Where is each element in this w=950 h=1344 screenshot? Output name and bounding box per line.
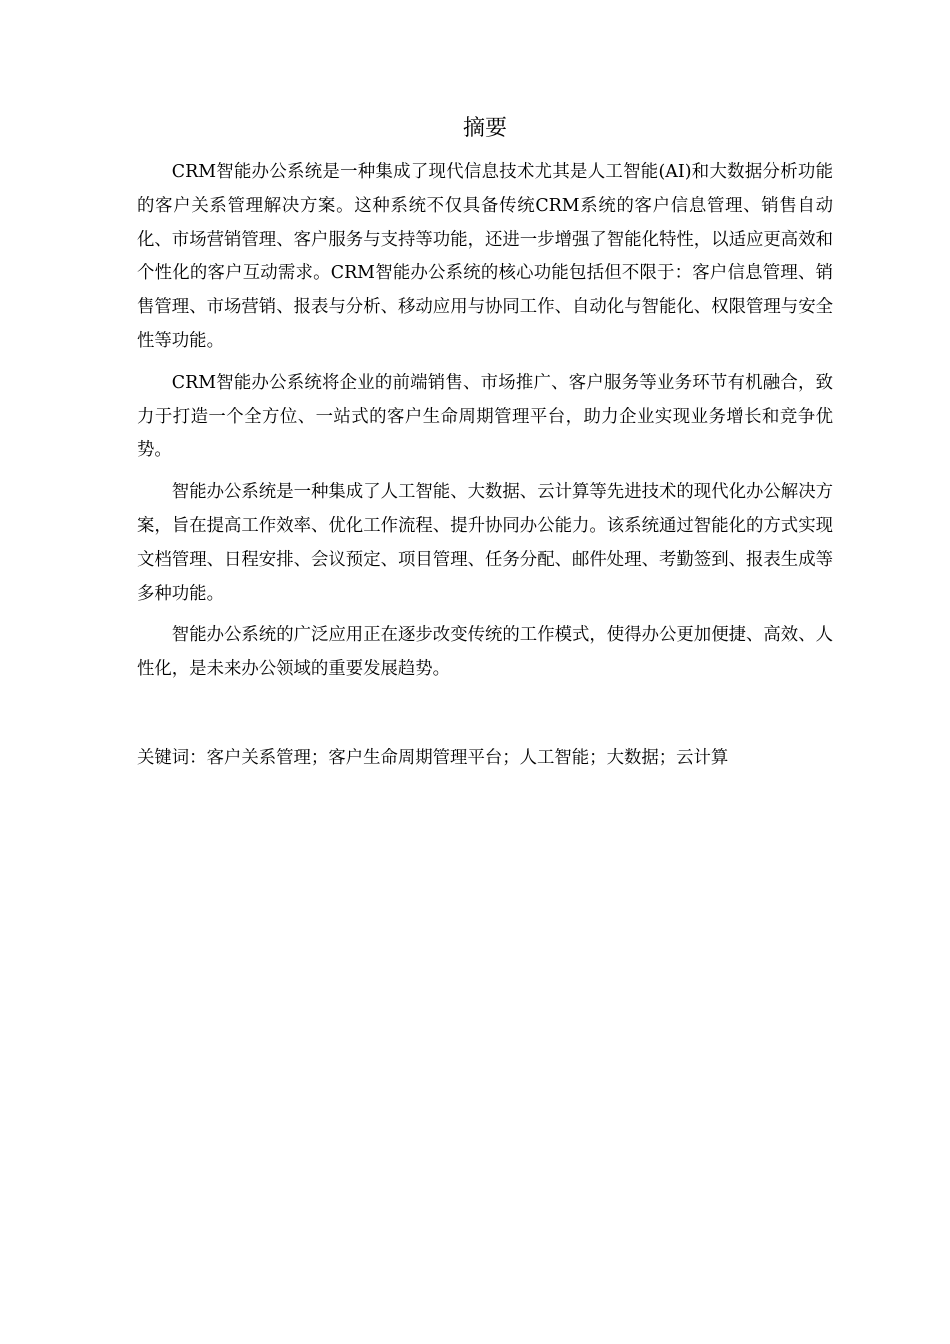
abstract-section — [137, 112, 833, 695]
abstract-paragraph-4: 智能办公系统的广泛应用正在逐步改变传统的工作模式，使得办公更加便捷、高效、人性化，是未来办公领域的重要发展趋势。 — [137, 625, 833, 680]
abstract-paragraph-2: CRM智能办公系统将企业的前端销售、市场推广、客户服务等业务环节有机融合，致力于打造一个全方位、一站式的客户生命周期管理平台，助力企业实现业务增长和竞争优势。 — [137, 372, 833, 461]
abstract-paragraph-1: CRM智能办公系统是一种集成了现代信息技术尤其是人工智能(AI)和大数据分析功能的客户关系管理解决方案。这种系统不仅具备传统CRM系统的客户信息管理、销售自动化、市场营销管理、客户服务与支持等功能，还进一步增强了智能化特性，以适应更高效和个性化的客户互动需求。CRM智能办公系统的核心功能包括但不限于：客户信息管理、销售管理、市场营销、报表与分析、移动应用与协同工作、自动化与智能化、权限管理与安全性等功能。 — [137, 162, 833, 351]
keywords-label: 关键词： — [137, 748, 207, 768]
keywords-line — [137, 741, 833, 775]
abstract-title: 摘要 — [462, 116, 507, 141]
keywords-value: 客户关系管理；客户生命周期管理平台；人工智能；大数据；云计算 — [206, 748, 729, 768]
abstract-paragraph-3: 智能办公系统是一种集成了人工智能、大数据、云计算等先进技术的现代化办公解决方案，旨在提高工作效率、优化工作流程、提升协同办公能力。该系统通过智能化的方式实现文档管理、日程安排、会议预定、项目管理、任务分配、邮件处理、考勤签到、报表生成等多种功能。 — [137, 482, 833, 604]
